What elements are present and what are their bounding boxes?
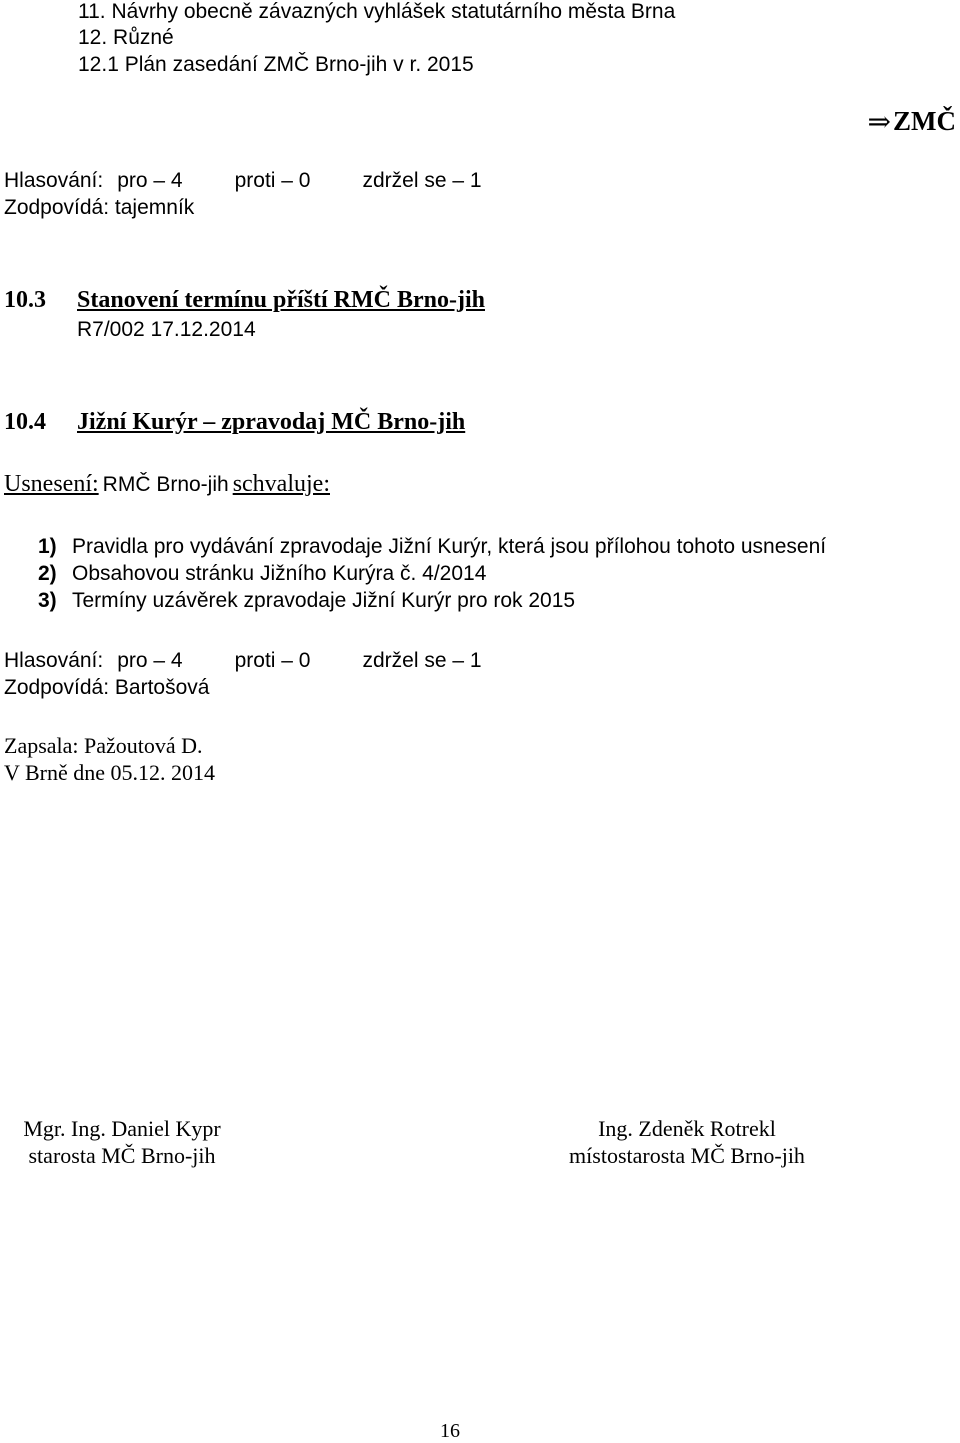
vote-line-1	[4, 170, 482, 191]
resolution-label: Usnesení:	[4, 471, 99, 497]
vote-abstain: zdržel se – 1	[362, 649, 482, 672]
signatory-role: místostarosta MČ Brno-jih	[569, 1143, 805, 1168]
resolution-body: RMČ Brno-jih	[102, 473, 229, 496]
item-text: Obsahovou stránku Jižního Kurýra č. 4/2014	[72, 562, 487, 585]
vote-line-2	[4, 650, 482, 671]
responsible-value: tajemník	[114, 196, 195, 219]
vote-against: proti – 0	[234, 169, 311, 192]
vote-for: pro – 4	[117, 169, 183, 192]
agenda-item-12-1: 12.1 Plán zasedání ZMČ Brno-jih v r. 2015	[78, 53, 474, 76]
page-number: 16	[440, 1420, 460, 1442]
section-10-3-heading	[4, 288, 485, 312]
item-marker: 2)	[38, 562, 57, 585]
recorded-by: Zapsala: Pažoutová D.	[4, 733, 203, 758]
section-number: 10.3	[4, 287, 46, 313]
vote-against: proti – 0	[234, 649, 311, 672]
section-title: Stanovení termínu příští RMČ Brno-jih	[77, 287, 485, 313]
resolution-line	[4, 472, 330, 496]
signatory-role: starosta MČ Brno-jih	[28, 1143, 216, 1168]
responsible-label: Zodpovídá:	[4, 676, 110, 699]
item-marker: 3)	[38, 589, 57, 612]
responsible-line-1	[4, 197, 194, 218]
item-text: Pravidla pro vydávání zpravodaje Jižní Kurýr, která jsou přílohou tohoto usnesení	[72, 535, 827, 558]
referral-zmc	[868, 108, 956, 136]
referral-label: ZMČ	[893, 106, 956, 136]
resolution-item	[38, 536, 826, 557]
signature-left	[0, 1115, 244, 1169]
resolution-item	[38, 563, 486, 584]
vote-abstain: zdržel se – 1	[362, 169, 482, 192]
signatory-name: Mgr. Ing. Daniel Kypr	[23, 1116, 221, 1141]
implies-arrow-icon: ⇒	[867, 107, 891, 138]
resolution-verb: schvaluje:	[232, 471, 330, 497]
agenda-item-11: 11. Návrhy obecně závazných vyhlášek statutárního města Brna	[78, 0, 676, 23]
section-10-4-heading	[4, 410, 465, 434]
section-title: Jižní Kurýr – zpravodaj MČ Brno-jih	[77, 409, 466, 435]
vote-for: pro – 4	[117, 649, 183, 672]
place-date: V Brně dne 05.12. 2014	[4, 760, 216, 785]
vote-label: Hlasování:	[4, 169, 104, 192]
signatory-name: Ing. Zdeněk Rotrekl	[598, 1116, 776, 1141]
resolution-item	[38, 590, 575, 611]
responsible-label: Zodpovídá:	[4, 196, 110, 219]
signature-right	[545, 1115, 829, 1169]
item-marker: 1)	[38, 535, 57, 558]
responsible-value: Bartošová	[114, 676, 210, 699]
responsible-line-2	[4, 677, 209, 698]
section-10-3-detail: R7/002 17.12.2014	[77, 318, 256, 341]
section-number: 10.4	[4, 409, 46, 435]
vote-label: Hlasování:	[4, 649, 104, 672]
item-text: Termíny uzávěrek zpravodaje Jižní Kurýr pro rok 2015	[72, 589, 576, 612]
agenda-item-12: 12. Různé	[78, 26, 174, 49]
